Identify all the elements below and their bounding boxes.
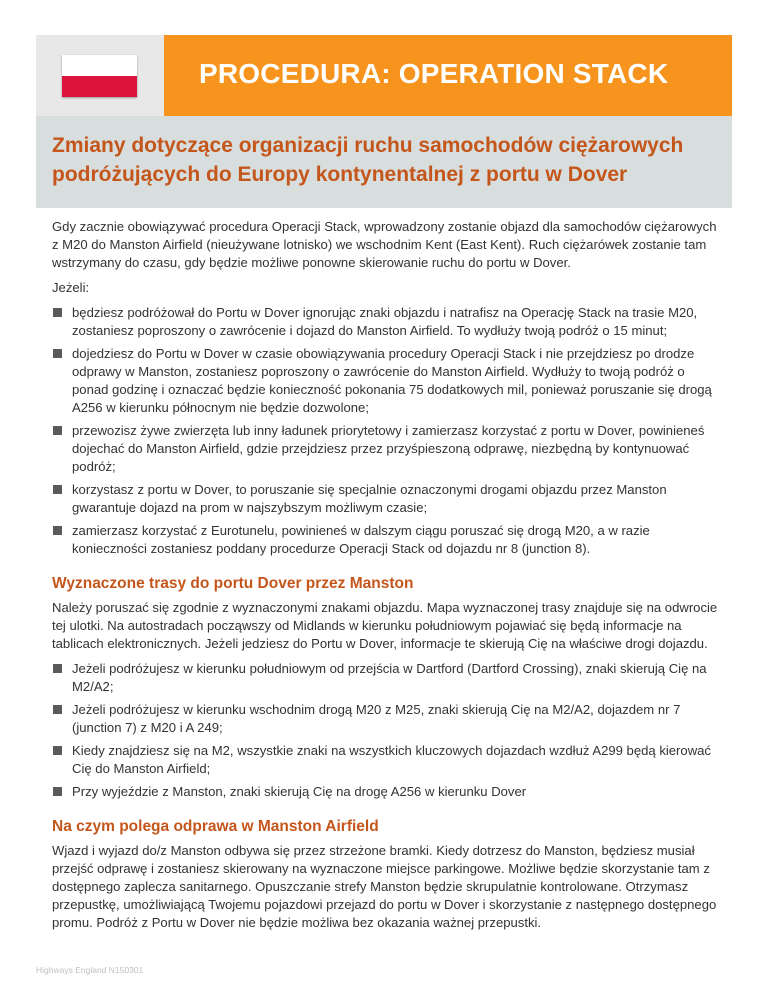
page-subtitle: Zmiany dotyczące organizacji ruchu samochodów ciężarowych podróżujących do Europy kontynentalnej z portu w Dover	[52, 134, 684, 186]
list-item	[52, 783, 722, 801]
list-item	[52, 304, 722, 340]
square-bullet-icon	[53, 526, 62, 535]
main-content	[52, 218, 722, 939]
footer-reference: Highways England N150301	[36, 965, 144, 975]
square-bullet-icon	[53, 349, 62, 358]
list-item-text: Jeżeli podróżujesz w kierunku wschodnim drogą M20 z M25, znaki skierują Cię na M2/A2, dojazdem nr 7 (junction 7) z M20 i A 249;	[72, 702, 681, 735]
square-bullet-icon	[53, 308, 62, 317]
list-item	[52, 345, 722, 417]
square-bullet-icon	[53, 485, 62, 494]
list-item	[52, 660, 722, 696]
clearance-paragraph: Wjazd i wyjazd do/z Manston odbywa się przez strzeżone bramki. Kiedy dotrzesz do Manston, będziesz musiał przejść odprawę i zostaniesz skierowany na wyznaczone miejsce parkingowe. Możliwe będzie skorzystanie tam z dostępnego zaplecza sanitarnego. Opuszczanie strefy Manston będzie skrupulatnie kontrolowane. Otrzymasz przepustkę, umożliwiającą Twojemu pojazdowi przejazd do portu w Dover i skorzystanie z następnego dostępnego promu. Podróż z Portu w Dover nie będzie możliwa bez okazania ważnej przepustki.	[52, 843, 717, 930]
flag-white-stripe	[62, 55, 137, 76]
flag-red-stripe	[62, 76, 137, 97]
if-list	[52, 304, 722, 558]
list-item	[52, 522, 722, 558]
list-item-text: Jeżeli podróżujesz w kierunku południowym od przejścia w Dartford (Dartford Crossing), znaki skierują Cię na M2/A2;	[72, 661, 707, 694]
list-item-text: będziesz podróżował do Portu w Dover ignorując znaki objazdu i natrafisz na Operację Stack na trasie M20, zostaniesz poproszony o zawrócenie i dojazd do Manston Airfield. To wydłuży twoją podróż o 15 minut;	[72, 305, 698, 338]
square-bullet-icon	[53, 426, 62, 435]
list-item-text: korzystasz z portu w Dover, to poruszanie się specjalnie oznaczonymi drogami objazdu przez Manston gwarantuje dojazd na prom w najszybszym możliwym czasie;	[72, 482, 667, 515]
list-item-text: Kiedy znajdziesz się na M2, wszystkie znaki na wszystkich kluczowych dojazdach wzdłuż A299 będą kierować Cię do Manston Airfield;	[72, 743, 711, 776]
square-bullet-icon	[53, 705, 62, 714]
subtitle-band	[36, 116, 732, 208]
list-item	[52, 422, 722, 476]
clearance-heading: Na czym polega odprawa w Manston Airfield	[52, 818, 379, 835]
list-item-text: Przy wyjeździe z Manston, znaki skierują Cię na drogę A256 w kierunku Dover	[72, 784, 527, 799]
leaflet-page	[36, 35, 732, 975]
square-bullet-icon	[53, 746, 62, 755]
list-item	[52, 742, 722, 778]
list-item-text: przewozisz żywe zwierzęta lub inny ładunek priorytetowy i zamierzasz korzystać z portu w Dover, powinieneś dojechać do Manston Airfield, gdzie przejdziesz przez przyśpieszoną odprawę, niezbędną by kontynuować podróż;	[72, 423, 705, 474]
routes-list	[52, 660, 722, 801]
square-bullet-icon	[53, 787, 62, 796]
list-item-text: dojedziesz do Portu w Dover w czasie obowiązywania procedury Operacji Stack i nie przejdziesz po drodze odprawy w Manston, zostaniesz poproszony o zawrócenie do Manston Airfield. Wydłuży to twoją podróż o ponad godzinę i oznaczać będzie konieczność pokonania 75 dodatkowych mil, ponieważ poruszanie się drogą A256 w kierunku północnym nie będzie dozwolone;	[72, 346, 712, 415]
list-item	[52, 481, 722, 517]
list-item-text: zamierzasz korzystać z Eurotunelu, powinieneś w dalszym ciągu poruszać się drogą M20, a w razie konieczności zostaniesz poddany procedurze Operacji Stack od dojazdu nr 8 (junction 8).	[72, 523, 650, 556]
intro-paragraph: Gdy zacznie obowiązywać procedura Operacji Stack, wprowadzony zostanie objazd dla samochodów ciężarowych z M20 do Manston Airfield (nieużywane lotnisko) we wschodnim Kent (East Kent). Ruch ciężarówek zostanie tam wstrzymany do czasu, gdy będzie możliwe ponowne skierowanie ruchu do portu w Dover.	[52, 219, 717, 270]
flag-panel	[36, 35, 164, 116]
square-bullet-icon	[53, 664, 62, 673]
list-item	[52, 701, 722, 737]
poland-flag-icon	[62, 55, 137, 97]
header-banner	[36, 35, 732, 116]
page-title: PROCEDURA: OPERATION STACK	[199, 58, 669, 89]
routes-heading: Wyznaczone trasy do portu Dover przez Manston	[52, 575, 414, 592]
if-label: Jeżeli:	[52, 280, 90, 295]
routes-paragraph: Należy poruszać się zgodnie z wyznaczonymi znakami objazdu. Mapa wyznaczonej trasy znajduje się na odwrocie tej ulotki. Na autostradach począwszy od Midlands w kierunku południowym pojawiać się będą informacje na tablicach elektronicznych. Jeżeli jedziesz do Portu w Dover, informacje te skierują Cię na właściwe drogi dojazdu.	[52, 600, 718, 651]
